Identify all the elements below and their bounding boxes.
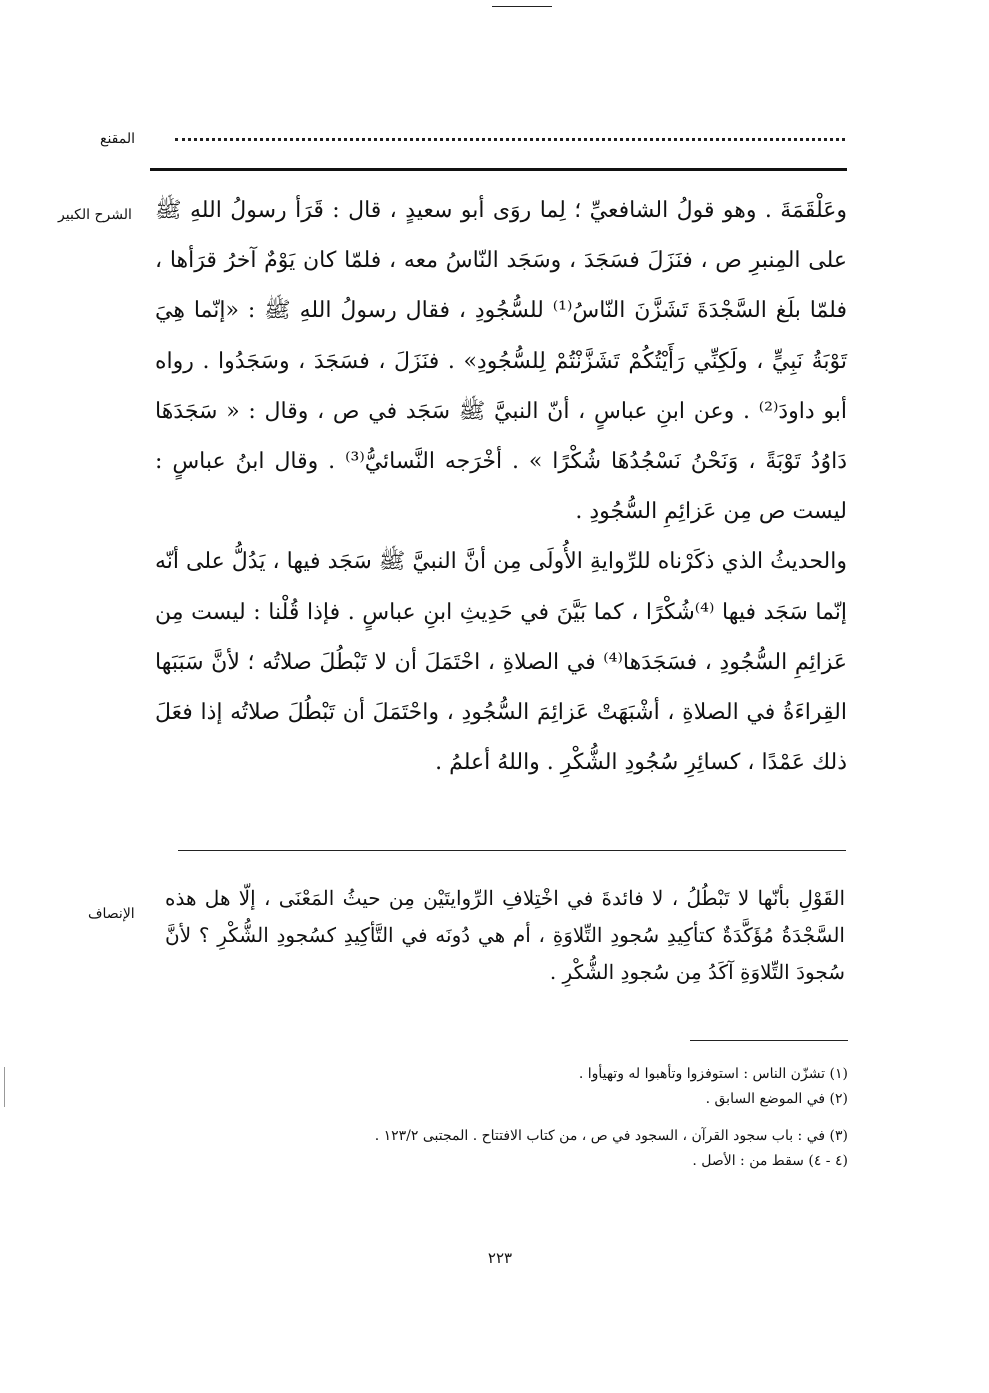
footnote: (٤ - ٤) سقط من : الأصل . (692, 1153, 848, 1169)
top-mark (492, 6, 552, 10)
page-number: ٢٢٣ (487, 1249, 513, 1267)
insaf-text (165, 880, 845, 991)
footnote: (٣) في : باب سجود القرآن ، السجود في ص ، من كتاب الافتتاح . المجتبى ١٢٣/٢ . (374, 1128, 848, 1144)
side-label-sharh: الشرح الكبير (58, 207, 132, 223)
footnotes (280, 1062, 848, 1174)
sharh-paragraph: والحديثُ الذي ذكَرْناه للرِّوايةِ الأُولَى مِن أنَّ النبيَّ ﷺ سَجَد فيها ، يَدُلُّ على أنّه إنّما سَجَد فيها ⁽⁴⁾شُكْرًا ، كما بَيَّنَ في حَدِيثِ ابنِ عباسٍ . فإذا قُلْنا : ليست مِن عَزائِمِ السُّجُودِ ، فسَجَدَها⁽⁴⁾ في الصلاةِ ، احْتَمَلَ أن لا تَبْطُلَ صلاتُه ؛ لأنَّ سَبَبَها القِراءَةُ في الصلاةِ ، أشْبَهَتْ عَزائِمَ السُّجُودِ ، واحْتَمَلَ أن تَبْطُلَ صلاتُه إذا فعَلَ ذلك عَمْدًا ، كسائِرِ سُجُودِ الشُّكْرِ . واللهُ أعلمُ . (155, 549, 847, 776)
header-rule (150, 168, 847, 171)
footnote: (٢) في الموضع السابق . (705, 1091, 848, 1107)
section-divider (178, 850, 846, 851)
side-label-insaf: الإنصاف (88, 906, 135, 922)
header-dotted-line (175, 126, 845, 141)
footnote: (١) تشزّن الناس : استوفزوا وتأهبوا له وتهيأوا . (578, 1066, 848, 1082)
header-muqni-label: المقنع (100, 131, 136, 147)
scan-margin-mark (4, 1067, 7, 1107)
sharh-paragraph: وعَلْقَمَةَ . وهو قولُ الشافعيِّ ؛ لِما روَى أبو سعيدٍ ، قال : قَرَأ رسولُ اللهِ ﷺ على المِنبرِ ص ، فنَزَلَ فسَجَدَ ، وسَجَد النّاسُ معه ، فلمّا كان يَوْمٌ آخرُ قرَأها ، فلمّا بلَغ السَّجْدَةَ تَشَزَّنَ النّاسُ⁽¹⁾ للسُّجُودِ ، فقال رسولُ اللهِ ﷺ : «إنّما هِيَ تَوْبَةُ نَبِيٍّ ، ولَكِنِّي رَأَيْتُكُمْ تَشَزَّنْتُمْ لِلسُّجُودِ» . فنَزَلَ ، فسَجَدَ ، وسَجَدُوا . رواه أبو داودَ⁽²⁾ . وعن ابنِ عباسٍ ، أنّ النبيَّ ﷺ سَجَد في ص ، وقال : « سَجَدَهَا دَاوُدُ تَوْبَةً ، وَنَحْنُ نَسْجُدُهَا شُكْرًا » . أخْرَجه النَّسائيُّ⁽³⁾ . وقال ابنُ عباسٍ : ليست ص مِن عَزائِمِ السُّجُودِ . (155, 198, 847, 525)
sharh-main-text (155, 186, 847, 788)
footnote-divider (690, 1040, 848, 1041)
insaf-paragraph: القَوْلِ بأنّها لا تَبْطُلُ ، لا فائدةَ في اخْتِلافِ الرِّوايتَيْن مِن حيثُ المَعْنَى ، إلّا هل هذه السَّجْدَةُ مُؤَكَّدَةٌ كتأكِيدِ سُجودِ التِّلاوَةِ ، أم هي دُونَه في التَّأكِيدِ كسُجودِ الشُّكْرِ ؟ لأنَّ سُجودَ التِّلاوَةِ آكَدُ مِن سُجودِ الشُّكْرِ . (165, 886, 845, 984)
